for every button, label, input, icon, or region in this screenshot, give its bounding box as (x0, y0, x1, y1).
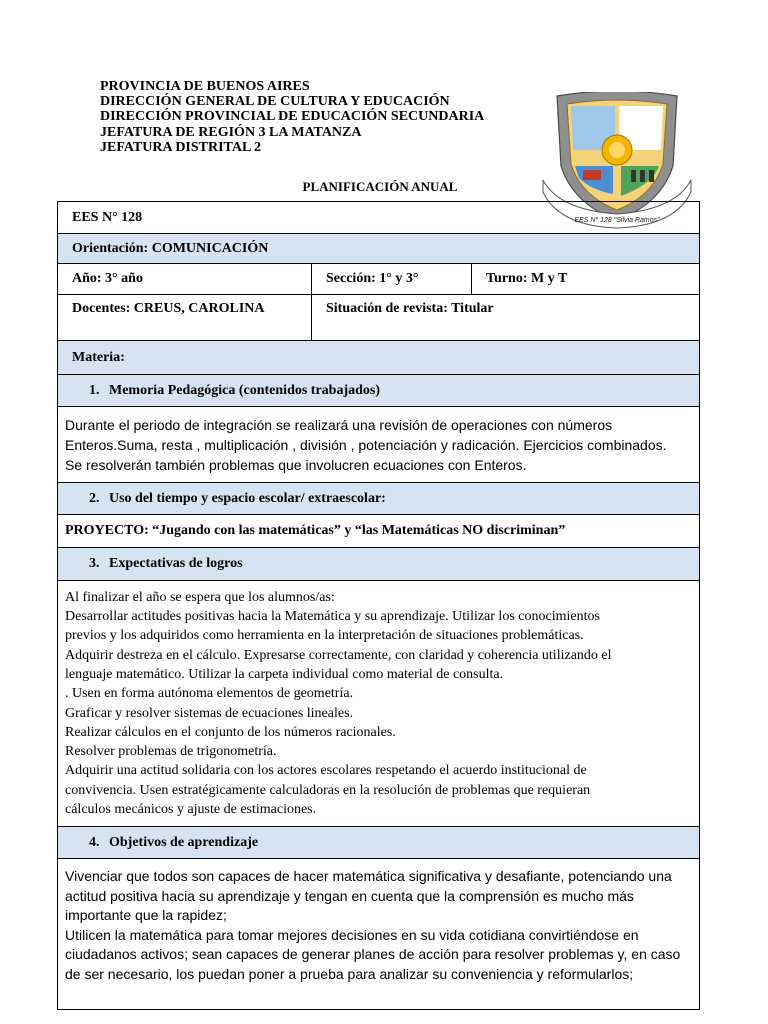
body-line: Vivenciar que todos son capaces de hacer matemática significativa y desafiante, potenciando una (65, 868, 672, 884)
materia-cell: Materia: (58, 341, 700, 375)
body-line: Se resolverán también problemas que involucren ecuaciones con Enteros. (65, 456, 527, 473)
body-line: Adquirir destreza en el cálculo. Expresarse correctamente, con claridad y coherencia utilizando el (65, 647, 612, 663)
body-line: de ser necesario, los puedan poner a prueba para analizar su conveniencia y reformularlos; (65, 965, 634, 982)
document-title: PLANIFICACIÓN ANUAL (302, 179, 458, 194)
body-line: Desarrollar actitudes positivas hacia la Matemática y su aprendizaje. Utilizar los conocimientos (65, 609, 600, 625)
body-line: Realizar cálculos en el conjunto de los números racionales. (65, 724, 396, 740)
section-title: Uso del tiempo y espacio escolar/ extraescolar: (109, 490, 386, 506)
anio-cell: Año: 3° año (58, 264, 312, 295)
section-number: 2. (89, 490, 100, 506)
body-line: Resolver problemas de trigonometría. (65, 744, 277, 760)
body-line: previos y los adquiridos como herramienta en la interpretación de situaciones problemáticas. (65, 628, 584, 644)
body-line: Adquirir una actitud solidaria con los actores escolares respetando el acuerdo institucional de (65, 763, 587, 779)
section-title: Objetivos de aprendizaje (109, 834, 259, 850)
body-line: cálculos mecánicos y ajuste de estimaciones. (65, 801, 317, 817)
body-line: lenguaje matemático. Utilizar la carpeta individual como material de consulta. (65, 666, 504, 682)
header-line-direccion-provincial: DIRECCIÓN PROVINCIAL DE EDUCACIÓN SECUNDARIA (100, 109, 485, 125)
section-heading-1 (58, 375, 700, 407)
section-body-1 (58, 407, 700, 483)
school-cell: EES N° 128 (58, 202, 700, 234)
section-number: 1. (89, 382, 100, 398)
body-line: Graficar y resolver sistemas de ecuaciones lineales. (65, 705, 354, 721)
body-line: Enteros.Suma, resta , multiplicación , división , potenciación y radicación. Ejercicios combinados. (65, 436, 667, 453)
body-line: Utilicen la matemática para tomar mejores decisiones en su vida cotidiana convirtiéndose en (65, 926, 639, 943)
body-line: ciudadanos activos; sean capaces de generar planes de acción para resolver problemas y, en caso (65, 946, 681, 962)
section-body-4 (58, 859, 700, 1010)
header-line-jefatura-distrital: JEFATURA DISTRITAL 2 (100, 139, 262, 155)
proyecto-cell: PROYECTO: “Jugando con las matemáticas” y “las Matemáticas NO discriminan” (58, 515, 700, 548)
body-line: . Usen en forma autónoma elementos de geometría. (65, 686, 354, 702)
body-line: Al finalizar el año se espera que los alumnos/as: (65, 589, 335, 605)
section-body-3 (58, 581, 700, 827)
situacion-cell: Situación de revista: Titular (312, 295, 700, 341)
body-line: Durante el periodo de integración se realizará una revisión de operaciones con números (65, 416, 613, 433)
planning-table (57, 201, 700, 1010)
body-line: importante que la rapidez; (65, 907, 227, 923)
section-title: Memoria Pedagógica (contenidos trabajados) (109, 382, 381, 398)
header-line-direccion-general: DIRECCIÓN GENERAL DE CULTURA Y EDUCACIÓN (100, 94, 450, 110)
docentes-cell: Docentes: CREUS, CAROLINA (58, 295, 312, 341)
header-line-province: PROVINCIA DE BUENOS AIRES (100, 79, 310, 94)
section-number: 3. (89, 556, 100, 571)
body-line: actitud positiva hacia su aprendizaje y tengan en cuenta que la comprensión es mucho más (65, 887, 634, 904)
turno-cell: Turno: M y T (472, 264, 700, 295)
body-line: convivencia. Usen estratégicamente calculadoras en la resolución de problemas que requieran (65, 782, 591, 798)
orientacion-cell: Orientación: COMUNICACIÓN (58, 234, 700, 264)
section-number: 4. (89, 834, 100, 850)
letterhead (100, 79, 484, 155)
crest-ribbon-text: EES N° 128 "Silvia Ramos" (574, 217, 660, 224)
seccion-cell: Sección: 1° y 3° (312, 264, 472, 295)
section-heading-4 (58, 827, 700, 859)
section-heading-3 (58, 548, 700, 581)
section-title: Expectativas de logros (109, 556, 243, 571)
header-line-jefatura-region: JEFATURA DE REGIÓN 3 LA MATANZA (100, 124, 362, 140)
section-heading-2 (58, 483, 700, 515)
